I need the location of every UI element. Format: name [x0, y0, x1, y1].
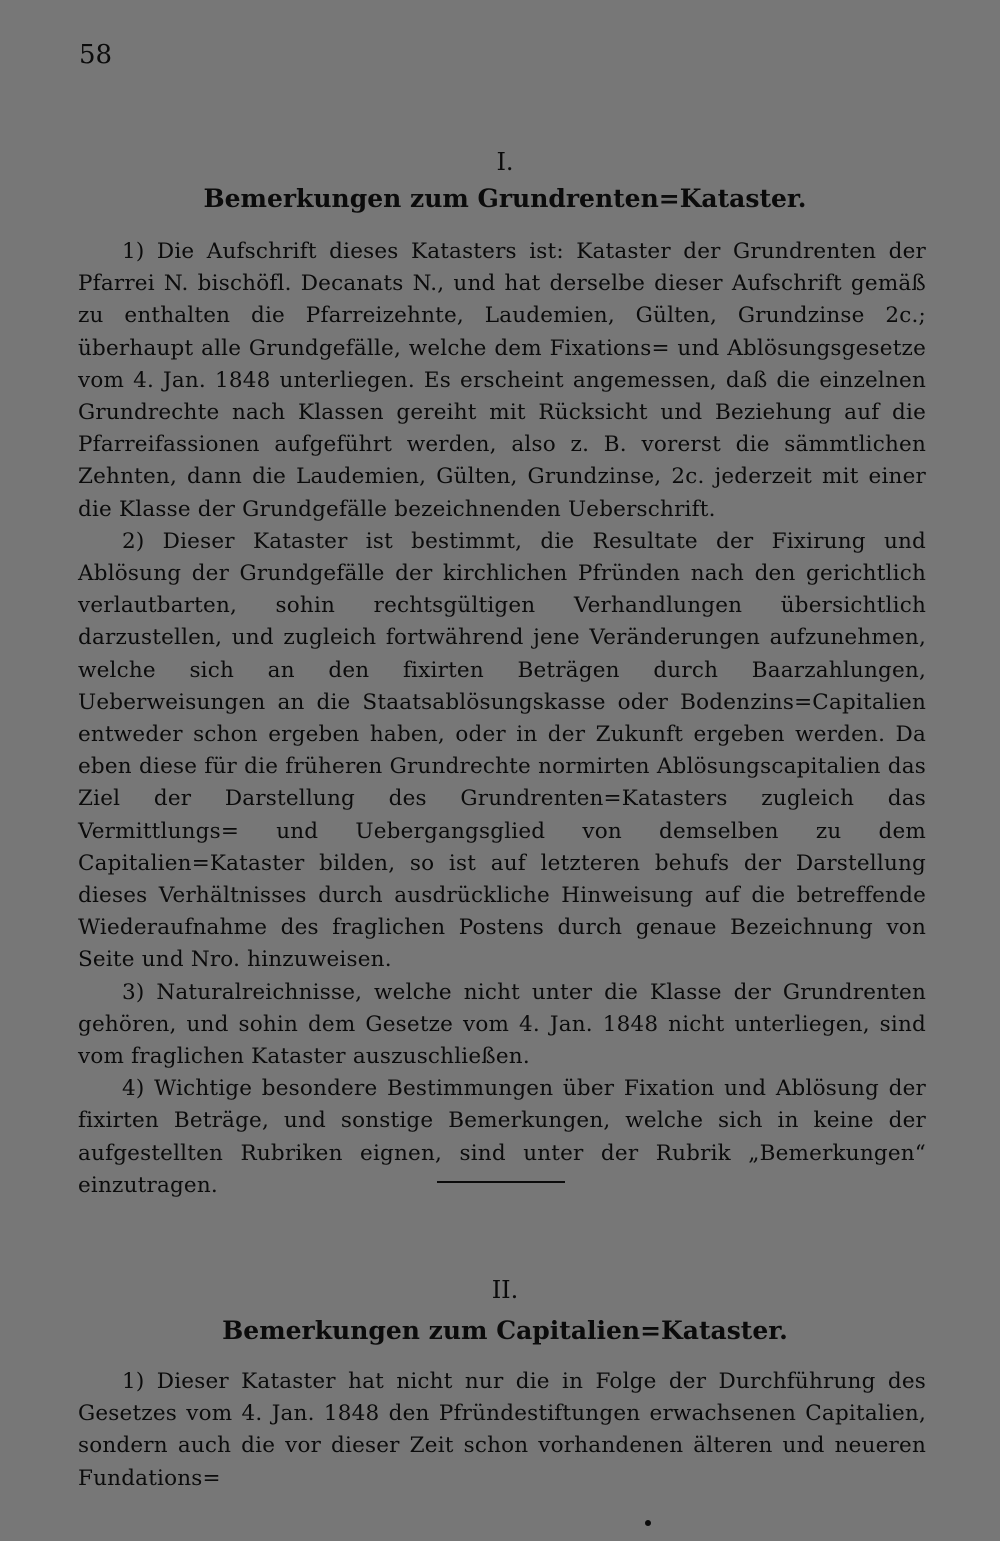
- section-2-paragraph-1: 1) Dieser Kataster hat nicht nur die in Folge der Durchführung des Gesetzes vom 4. Jan. 1848 den Pfründestiftungen erwachsenen Capitalien, sondern auch die vor dieser Zeit schon vorhandenen älteren und neueren Fundations=: [78, 1369, 926, 1491]
- section-2-body: [78, 1366, 926, 1495]
- section-1-number: I.: [496, 148, 514, 176]
- section-1-heading: Bemerkungen zum Grundrenten=Kataster.: [203, 184, 807, 213]
- section-1-body: [78, 236, 926, 1202]
- section-2-heading: Bemerkungen zum Capitalien=Kataster.: [222, 1316, 788, 1345]
- section-1-paragraph-1: 1) Die Aufschrift dieses Katasters ist: Kataster der Grundrenten der Pfarrei N. bischöfl. Decanats N., und hat derselbe dieser Aufschrift gemäß zu enthalten die Pfarreizehnte, Laudemien, Gülten, Grundzinse 2c.; überhaupt alle Grundgefälle, welche dem Fixations= und Ablösungsgesetze vom 4. Jan. 1848 unterliegen. Es erscheint angemessen, daß die einzelnen Grundrechte nach Klassen gereiht mit Rücksicht und Beziehung auf die Pfarreifassionen aufgeführt werden, also z. B. vorerst die sämmtlichen Zehnten, dann die Laudemien, Gülten, Grundzinse, 2c. jederzeit mit einer die Klasse der Grundgefälle bezeichnenden Ueberschrift.: [78, 239, 926, 522]
- section-1-paragraph-2: 2) Dieser Kataster ist bestimmt, die Resultate der Fixirung und Ablösung der Grundgefälle der kirchlichen Pfründen nach den gerichtlich verlautbarten, sohin rechtsgültigen Verhandlungen übersichtlich darzustellen, und zugleich fortwährend jene Veränderungen aufzunehmen, welche sich an den fixirten Beträgen durch Baarzahlungen, Ueberweisungen an die Staatsablösungskasse oder Bodenzins=Capitalien entweder schon ergeben haben, oder in der Zukunft ergeben werden. Da eben diese für die früheren Grundrechte normirten Ablösungscapitalien das Ziel der Darstellung des Grundrenten=Katasters zugleich das Vermittlungs= und Uebergangsglied von demselben zu dem Capitalien=Kataster bilden, so ist auf letzteren behufs der Darstellung dieses Verhältnisses durch ausdrückliche Hinweisung auf die betreffende Wiederaufnahme des fraglichen Postens durch genaue Bezeichnung von Seite und Nro. hinzuweisen.: [78, 528, 926, 973]
- section-1-paragraph-4: 4) Wichtige besondere Bestimmungen über Fixation und Ablösung der fixirten Beträge, und sonstige Bemerkungen, welche sich in keine der aufgestellten Rubriken eignen, sind unter der Rubrik „Bemerkungen“ einzutragen.: [78, 1076, 926, 1198]
- section-2-number: II.: [491, 1276, 519, 1304]
- page-number: 58: [79, 40, 113, 70]
- ink-speck: [645, 1520, 651, 1526]
- section-1-paragraph-3: 3) Naturalreichnisse, welche nicht unter die Klasse der Grundrenten gehören, und sohin dem Gesetze vom 4. Jan. 1848 nicht unterliegen, sind vom fraglichen Kataster auszuschließen.: [78, 979, 926, 1070]
- section-divider: [437, 1181, 565, 1183]
